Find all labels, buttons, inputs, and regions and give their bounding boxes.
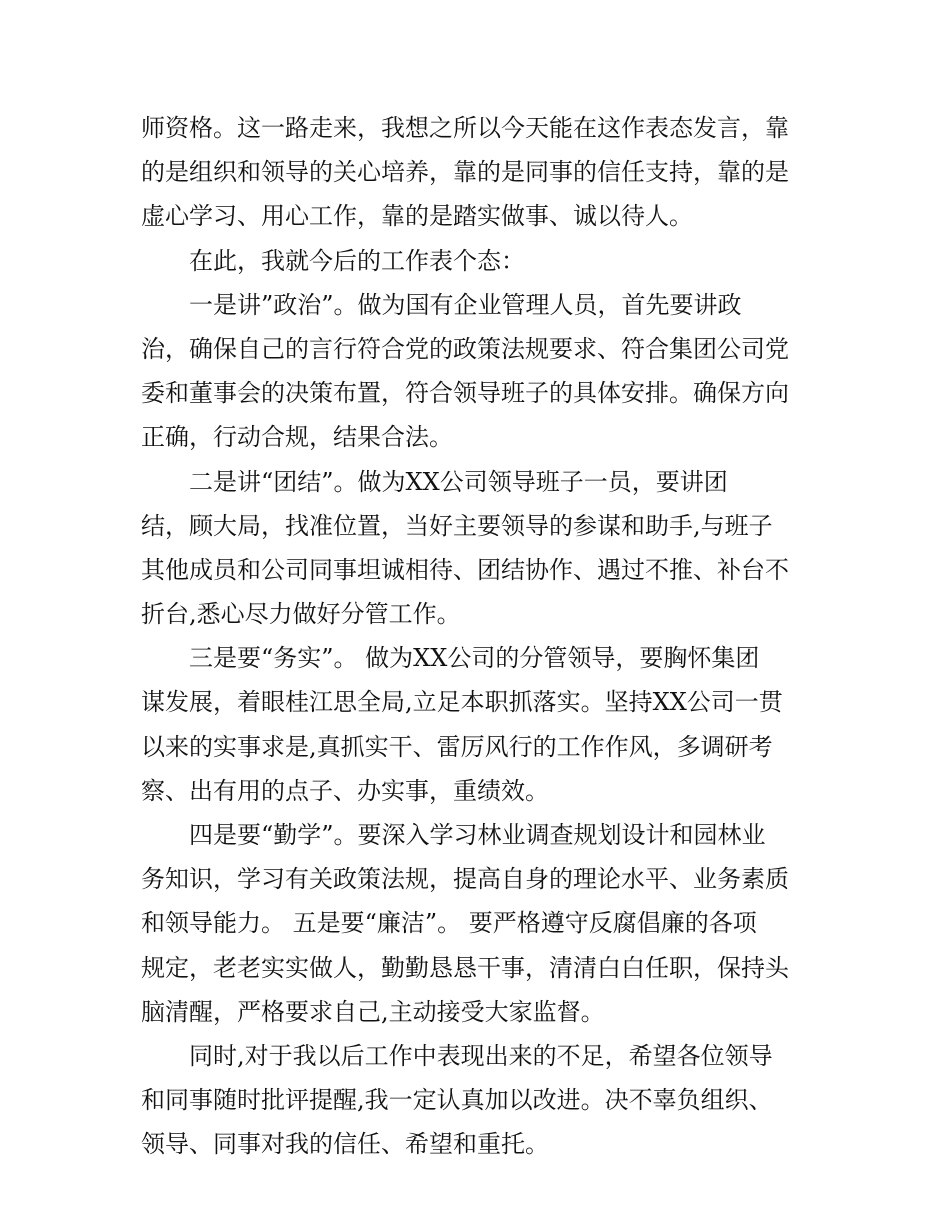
document-page (141, 106, 821, 1167)
text-line: 折台,悉心尽力做好分管工作。 (141, 600, 461, 629)
text-line: 治，确保自己的言行符合党的政策法规要求、符合集团公司党 (141, 334, 789, 363)
text-line: 其他成员和公司同事坦诚相待、团结协作、遇过不推、补台不 (141, 555, 789, 584)
text-line: 谋发展，着眼桂江思全局,立足本职抓落实。坚持XX公司一贯 (141, 688, 783, 717)
text-line: 脑清醒，严格要求自己,主动接受大家监督。 (141, 997, 605, 1026)
text-line: 察、出有用的点子、办实事，重绩效。 (141, 776, 549, 805)
text-line: 虚心学习、用心工作，靠的是踏实做事、诚以待人。 (141, 202, 693, 231)
paragraph-first-line: 三是要“务实”。 做为XX公司的分管领导，要胸怀集团 (189, 644, 760, 673)
text-line: 以来的实事求是,真抓实干、雷厉风行的工作作风，多调研考 (141, 732, 773, 761)
paragraph-first-line: 一是讲”政治”。做为国有企业管理人员，首先要讲政 (189, 290, 742, 319)
paragraph-first-line: 四是要“勤学”。要深入学习林业调查规划设计和园林业 (189, 821, 766, 849)
text-line: 规定，老老实实做人，勤勤恳恳干事，清清白白任职，保持头 (141, 953, 789, 982)
text-line: 务知识，学习有关政策法规，提高自身的理论水平、业务素质 (141, 865, 789, 894)
paragraph-first-line: 二是讲“团结”。做为XX公司领导班子一员，要讲团 (189, 467, 728, 496)
text-line: 正确，行动合规，结果合法。 (141, 423, 453, 452)
paragraph-first-line: 同时,对于我以后工作中表现出来的不足，希望各位领导 (189, 1041, 773, 1070)
text-line: 和同事随时批评提醒,我一定认真加以改进。决不辜负组织、 (141, 1086, 773, 1115)
text-line: 领导、同事对我的信任、希望和重托。 (141, 1130, 549, 1159)
text-line: 委和董事会的决策布置，符合领导班子的具体安排。确保方向 (141, 379, 789, 408)
text-line: 的是组织和领导的关心培养，靠的是同事的信任支持，靠的是 (141, 158, 789, 187)
text-line: 师资格。这一路走来，我想之所以今天能在这作表态发言，靠 (141, 114, 789, 142)
paragraph-first-line: 在此，我就今后的工作表个态： (189, 246, 525, 275)
text-line: 和领导能力。 五是要“廉洁”。 要严格遵守反腐倡廉的各项 (141, 909, 757, 938)
text-line: 结，顾大局，找准位置，当好主要领导的参谋和助手,与班子 (141, 511, 773, 540)
